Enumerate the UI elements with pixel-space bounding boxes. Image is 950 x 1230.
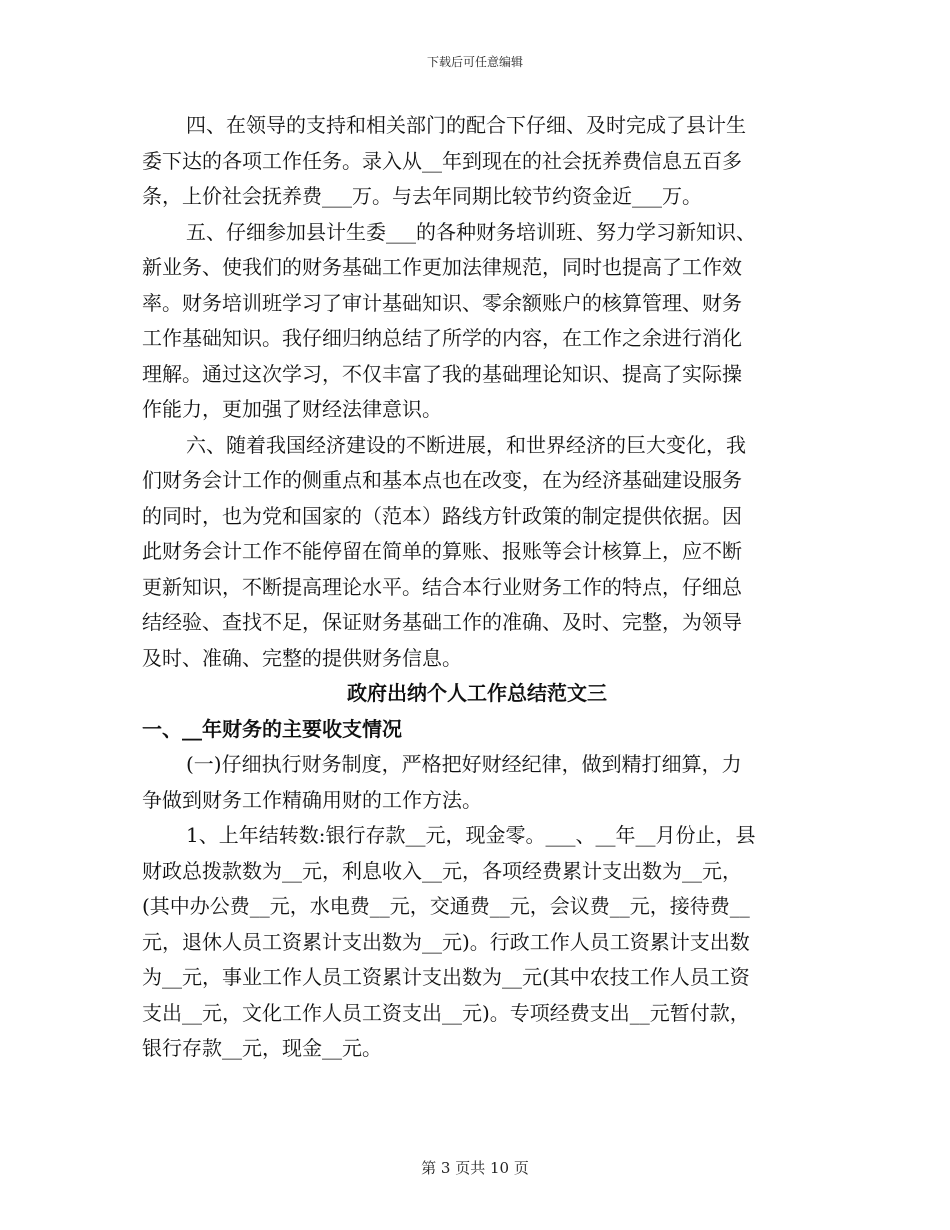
section-title: 政府出纳个人工作总结范文三 — [347, 681, 607, 705]
text-line: 理解。通过这次学习，不仅丰富了我的基础理论知识、提高了实际操 — [142, 361, 742, 386]
paragraph-5 — [142, 215, 812, 428]
text-line: 更新知识，不断提高理论水平。结合本行业财务工作的特点，仔细总 — [142, 574, 742, 599]
paragraph-6 — [142, 428, 812, 677]
paragraph-4 — [142, 108, 812, 215]
page-footer: 第 3 页共 10 页 — [421, 1159, 529, 1177]
text-line: 的同时，也为党和国家的（范本）路线方针政策的制定提供依据。因 — [142, 503, 742, 528]
text-line: 争做到财务工作精确用财的工作方法。 — [142, 787, 482, 812]
text-line: 及时、准确、完整的提供财务信息。 — [142, 645, 462, 670]
text-line: 财政总拨款数为__元，利息收入__元，各项经费累计支出数为__元， — [142, 858, 742, 883]
paragraph-carryover — [142, 818, 812, 1067]
text-line: 委下达的各项工作任务。录入从__年到现在的社会抚养费信息五百多 — [142, 148, 742, 173]
text-line: 们财务会计工作的侧重点和基本点也在改变，在为经济基础建设服务 — [142, 468, 742, 492]
text-line: 率。财务培训班学习了审计基础知识、零余额账户的核算管理、财务 — [142, 290, 742, 315]
text-line: 银行存款__元，现金__元。 — [142, 1036, 382, 1060]
page-header: 下载后可任意编辑 — [426, 55, 523, 69]
text-line: 工作基础知识。我仔细归纳总结了所学的内容，在工作之余进行消化 — [142, 326, 742, 350]
document-body — [142, 108, 812, 1067]
text-line: 作能力，更加强了财经法律意识。 — [142, 397, 442, 421]
text-line: 五、仔细参加县计生委___的各种财务培训班、努力学习新知识、 — [186, 219, 756, 244]
paragraph-item-1 — [142, 747, 812, 818]
text-line: 结经验、查找不足，保证财务基础工作的准确、及时、完整，为领导 — [142, 610, 742, 634]
text-line: (其中办公费__元，水电费__元，交通费__元，会议费__元，接待费__ — [142, 894, 750, 918]
text-line: 为__元，事业工作人员工资累计支出数为__元(其中农技工作人员工资 — [142, 965, 750, 989]
text-line: 六、随着我国经济建设的不断进展，和世界经济的巨大变化，我 — [186, 432, 746, 457]
text-line: 此财务会计工作不能停留在简单的算账、报账等会计核算上，应不断 — [142, 539, 742, 563]
text-line: 支出__元，文化工作人员工资支出__元)。专项经费支出__元暂付款， — [142, 1000, 750, 1025]
subheading: 一、__年财务的主要收支情况 — [142, 716, 402, 741]
text-line: 元，退休人员工资累计支出数为__元)。行政工作人员工资累计支出数 — [142, 929, 750, 954]
text-line: (一)仔细执行财务制度，严格把好财经纪律，做到精打细算，力 — [186, 752, 742, 776]
text-line: 新业务、使我们的财务基础工作更加法律规范，同时也提高了工作效 — [142, 255, 742, 279]
text-line: 条，上价社会抚养费___万。与去年同期比较节约资金近___万。 — [142, 184, 702, 208]
text-line: 1、上年结转数:银行存款__元，现金零。___、__年__月份止，县 — [186, 823, 756, 847]
text-line: 四、在领导的支持和相关部门的配合下仔细、及时完成了县计生 — [186, 113, 746, 137]
